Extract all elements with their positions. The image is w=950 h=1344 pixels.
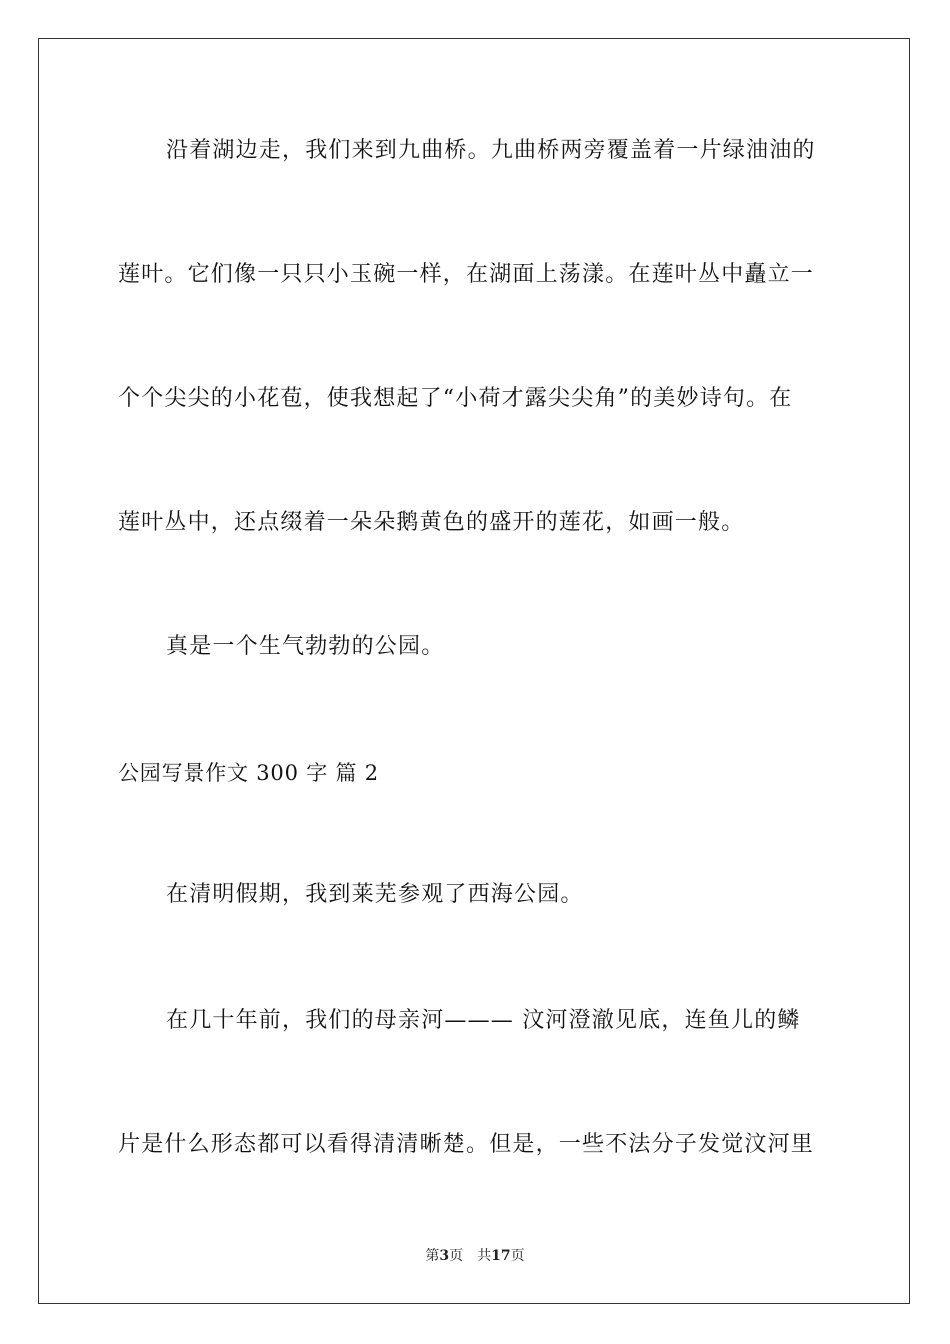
page-border bbox=[38, 38, 910, 1304]
paragraph-line: 莲叶。它们像一只只小玉碗一样，在湖面上荡漾。在莲叶丛中矗立一 bbox=[118, 262, 815, 287]
footer-page-number: 3 bbox=[439, 1248, 450, 1264]
paragraph-line: 在几十年前，我们的母亲河——— 汶河澄澈见底，连鱼儿的鳞 bbox=[166, 1008, 801, 1033]
footer-page-suffix: 页 bbox=[449, 1248, 464, 1264]
paragraph-line: 莲叶丛中，还点缀着一朵朵鹅黄色的盛开的莲花，如画一般。 bbox=[118, 510, 745, 535]
footer-total-prefix: 共 bbox=[477, 1248, 492, 1264]
paragraph-line: 在清明假期，我到莱芜参观了西海公园。 bbox=[166, 882, 584, 907]
footer-total-suffix: 页 bbox=[510, 1248, 525, 1264]
paragraph-line: 沿着湖边走，我们来到九曲桥。九曲桥两旁覆盖着一片绿油油的 bbox=[166, 138, 816, 163]
footer-total-number: 17 bbox=[491, 1248, 511, 1264]
page-footer bbox=[0, 1246, 950, 1266]
footer-page-prefix: 第 bbox=[425, 1248, 440, 1264]
paragraph-line: 片是什么形态都可以看得清清晰楚。但是，一些不法分子发觉汶河里 bbox=[118, 1132, 815, 1157]
paragraph-line: 真是一个生气勃勃的公园。 bbox=[166, 634, 445, 659]
section-heading: 公园写景作文 300 字 篇 2 bbox=[118, 761, 379, 785]
paragraph-line: 个个尖尖的小花苞，使我想起了“小荷才露尖尖角”的美妙诗句。在 bbox=[118, 386, 793, 411]
